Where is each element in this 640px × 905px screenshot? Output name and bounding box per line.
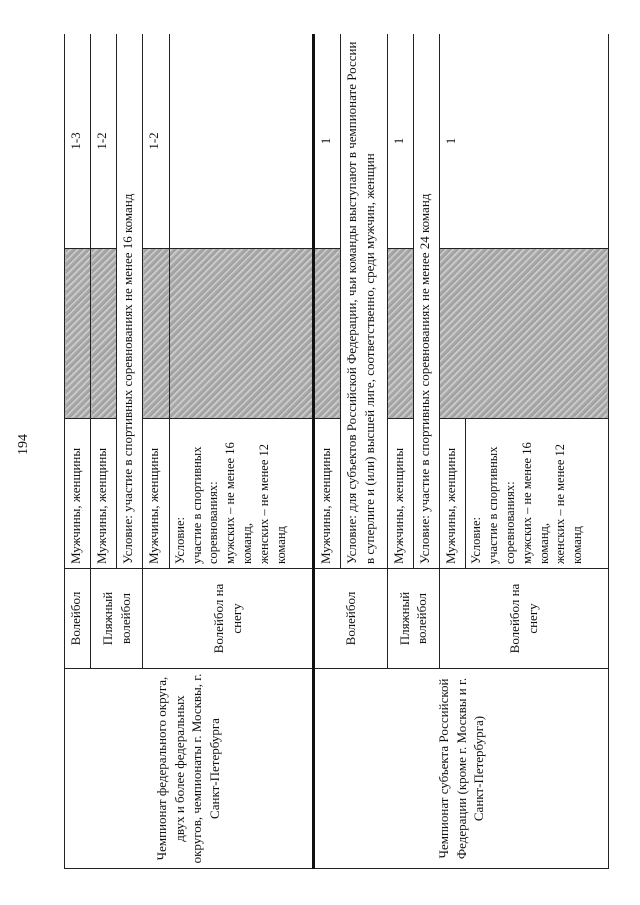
value-cell: 1	[387, 34, 413, 249]
empty-cell	[169, 34, 313, 249]
condition-line: мужских – не менее 16 команд,	[223, 442, 255, 564]
condition-cell: Условие: участие в спортивных соревнованиях не менее 24 команд	[413, 34, 439, 569]
gender-cell: Мужчины, женщины	[143, 419, 169, 569]
rotated-table-wrapper	[64, 34, 609, 869]
value-cell: 1-2	[143, 34, 169, 249]
shaded-cell	[439, 249, 608, 419]
discipline-cell: Волейбол на снегу	[439, 569, 608, 669]
condition-line: женских – не менее 12 команд	[257, 443, 288, 564]
document-table-area	[64, 34, 609, 869]
condition-line: участие в спортивных соревнованиях:	[189, 446, 221, 564]
value-cell: 1-2	[91, 34, 117, 249]
discipline-cell: Волейбол	[65, 569, 91, 669]
condition-cell: Условие: для субъектов Российской Федерации, чьи команды выступают в чемпионате России в суперлиге и (или) высшей лиге, соответственно, среди мужчин, женщин	[341, 34, 388, 569]
gender-cell: Мужчины, женщины	[91, 419, 117, 569]
page-number: 194	[16, 434, 31, 455]
discipline-cell: Пляжный волейбол	[91, 569, 143, 669]
discipline-cell: Волейбол	[313, 569, 387, 669]
value-cell: 1	[313, 34, 340, 249]
condition-line: мужских – не менее 16 команд,	[519, 442, 551, 564]
condition-cell	[169, 419, 313, 569]
shaded-cell	[91, 249, 117, 419]
gender-cell: Мужчины, женщины	[387, 419, 413, 569]
condition-line: Условие:	[172, 517, 187, 564]
competition-cell: Чемпионат федерального округа, двух и более федеральных округов, чемпионаты г. Москвы, г. Санкт-Петербурга	[65, 669, 314, 869]
gender-cell: Мужчины, женщины	[313, 419, 340, 569]
shaded-cell	[65, 249, 91, 419]
value-cell: 1-3	[65, 34, 91, 249]
table-row	[65, 34, 91, 869]
shaded-cell	[313, 249, 340, 419]
discipline-cell: Пляжный волейбол	[387, 569, 439, 669]
shaded-cell	[169, 249, 313, 419]
condition-line: Условие:	[469, 517, 483, 564]
competition-cell: Чемпионат субъекта Российской Федерации (кроме г. Москвы и г. Санкт-Петербурга)	[313, 669, 608, 869]
condition-cell: Условие: участие в спортивных соревнованиях не менее 16 команд	[117, 34, 143, 569]
table-row	[313, 34, 340, 869]
condition-line: участие в спортивных соревнованиях:	[485, 446, 517, 564]
shaded-cell	[387, 249, 413, 419]
gender-cell: Мужчины, женщины	[65, 419, 91, 569]
sports-category-table	[64, 34, 609, 869]
shaded-cell	[143, 249, 169, 419]
discipline-cell: Волейбол на снегу	[143, 569, 313, 669]
condition-line: женских – не менее 12 команд	[553, 443, 585, 564]
condition-cell	[466, 419, 609, 569]
value-cell: 1	[439, 34, 608, 249]
gender-cell: Мужчины, женщины	[439, 419, 465, 569]
